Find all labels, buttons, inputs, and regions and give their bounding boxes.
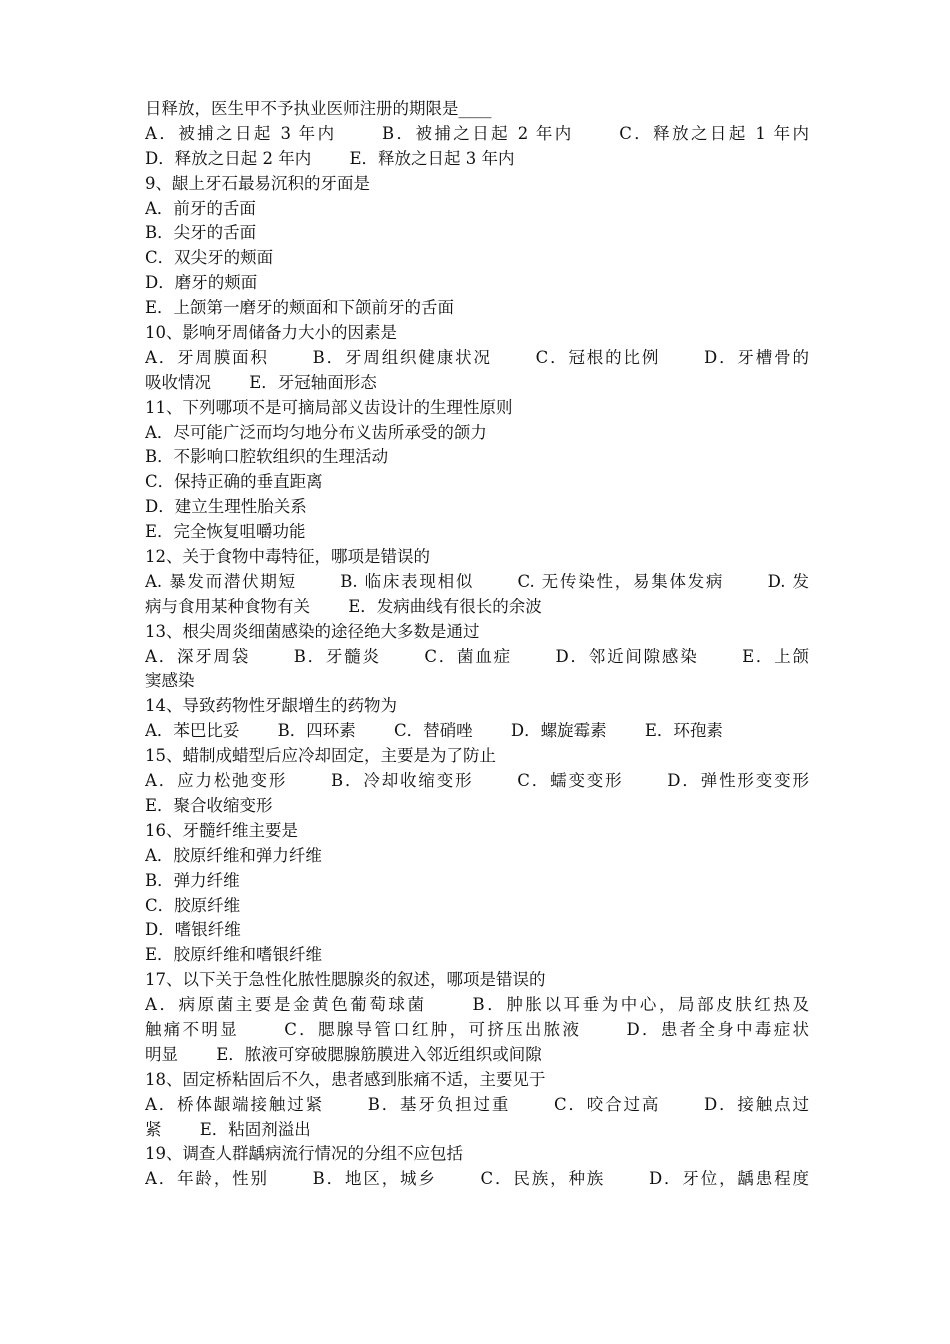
text-line: E．完全恢复咀嚼功能: [145, 522, 306, 542]
text-line: B．弹力纤维: [145, 870, 240, 890]
text-line: E．上颌第一磨牙的颊面和下颌前牙的舌面: [145, 298, 455, 318]
text-line: D．磨牙的颊面: [145, 273, 258, 293]
text-line: A．深牙周袋 B．牙髓炎 C．菌血症 D．邻近间隙感染 E．上颌: [145, 646, 809, 666]
text-line: 19、调查人群龋病流行情况的分组不应包括: [145, 1144, 463, 1164]
text-line: D．嗜银纤维: [145, 920, 241, 940]
text-line: E．胶原纤维和嗜银纤维: [145, 945, 323, 965]
text-line: B．不影响口腔软组织的生理活动: [145, 447, 389, 467]
text-line: A．应力松弛变形 B．冷却收缩变形 C．蠕变变形 D．弹性形变变形: [145, 771, 809, 791]
text-line: E．聚合收缩变形: [145, 795, 273, 815]
text-line: 12、关于食物中毒特征，哪项是错误的: [145, 547, 430, 567]
text-line: 10、影响牙周储备力大小的因素是: [145, 323, 397, 343]
text-line: C．双尖牙的颊面: [145, 248, 274, 268]
text-line: A．桥体龈端接触过紧 B．基牙负担过重 C．咬合过高 D．接触点过: [145, 1094, 809, 1114]
text-line: A．胶原纤维和弹力纤维: [145, 845, 322, 865]
text-line: 窦感染: [145, 671, 195, 691]
text-line: A．苯巴比妥 B．四环素 C．替硝唑 D．螺旋霉素 E．环孢素: [145, 721, 723, 741]
text-line: A．尽可能广泛而均匀地分布义齿所承受的颌力: [145, 422, 487, 442]
text-line: A．前牙的舌面: [145, 198, 256, 218]
text-line: B．尖牙的舌面: [145, 223, 257, 243]
text-line: 14、导致药物性牙龈增生的药物为: [145, 696, 397, 716]
text-line: 紧 E．粘固剂溢出: [145, 1119, 311, 1139]
text-line: D．释放之日起 2 年内 E．释放之日起 3 年内: [145, 148, 515, 168]
text-line: A．牙周膜面积 B．牙周组织健康状况 C．冠根的比例 D．牙槽骨的: [145, 347, 809, 367]
text-line: 15、蜡制成蜡型后应冷却固定，主要是为了防止: [145, 746, 496, 766]
text-line: 17、以下关于急性化脓性腮腺炎的叙述，哪项是错误的: [145, 970, 546, 990]
text-line: 11、下列哪项不是可摘局部义齿设计的生理性原则: [145, 397, 513, 417]
text-line: 吸收情况 E．牙冠轴面形态: [145, 372, 377, 392]
text-line: 18、固定桥粘固后不久，患者感到胀痛不适，主要见于: [145, 1069, 546, 1089]
text-line: A. 暴发而潜伏期短 B. 临床表现相似 C. 无传染性，易集体发病 D. 发: [145, 571, 809, 591]
text-line: D．建立生理性胎关系: [145, 497, 307, 517]
text-line: 触痛不明显 C．腮腺导管口红肿，可挤压出脓液 D．患者全身中毒症状: [145, 1019, 809, 1039]
text-line: 9、龈上牙石最易沉积的牙面是: [145, 173, 370, 193]
text-line: A．病原菌主要是金黄色葡萄球菌 B．肿胀以耳垂为中心，局部皮肤红热及: [145, 995, 809, 1015]
text-line: 明显 E．脓液可穿破腮腺筋膜进入邻近组织或间隙: [145, 1044, 542, 1064]
text-line: 病与食用某种食物有关 E．发病曲线有很长的余波: [145, 596, 542, 616]
exam-question-text: [145, 97, 809, 1192]
text-line: A．年龄，性别 B．地区，城乡 C．民族，种族 D．牙位，龋患程度: [145, 1169, 809, 1189]
text-line: 16、牙髓纤维主要是: [145, 820, 298, 840]
text-line: 日释放，医生甲不予执业医师注册的期限是____: [145, 99, 492, 118]
text-line: C．保持正确的垂直距离: [145, 472, 323, 492]
text-line: A．被捕之日起 3 年内 B．被捕之日起 2 年内 C．释放之日起 1 年内: [145, 123, 809, 143]
text-line: 13、根尖周炎细菌感染的途径绝大多数是通过: [145, 621, 480, 641]
text-line: C．胶原纤维: [145, 895, 241, 915]
